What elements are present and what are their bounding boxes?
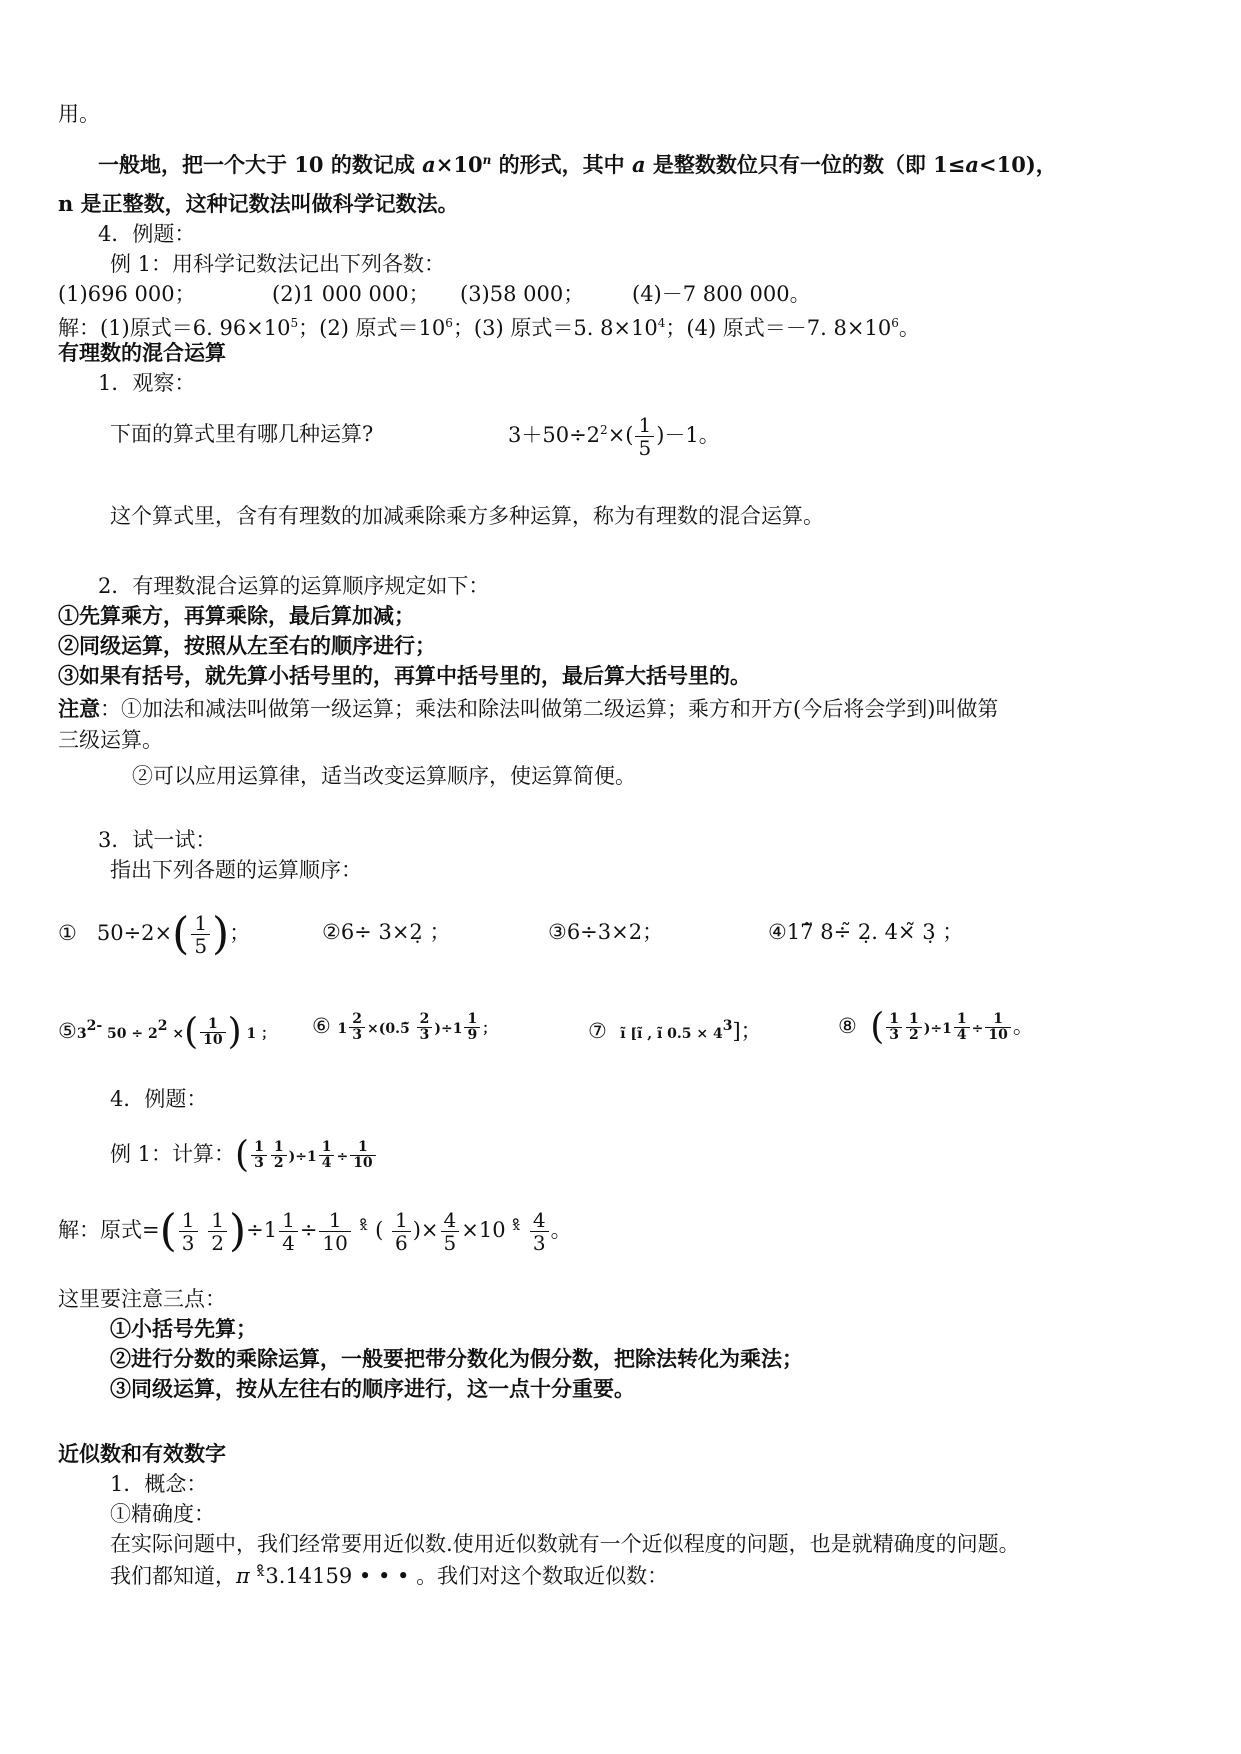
problem-5: $⑤3^{2-}$ $50 \div 2^2$ ×( $\frac{1}{10}$ ) 1 ；: [58, 1011, 276, 1053]
example-calc: 例 1：计算：( $\frac{1}{3}$ $\frac{1}{2}$ )÷1 $\frac{1}{4}$ ÷ $\frac{1}{10}$: [110, 1130, 378, 1181]
note-line-1: 注意：①加法和减法叫做第一级运算；乘法和除法叫做第二级运算；乘方和开方(今后将会学到)叫做第: [58, 696, 999, 721]
example-item-1: (1)696 000；: [58, 282, 196, 306]
problem-8: ⑧ ( $\frac{1}{3}$ $\frac{1}{2}$ )÷1 $\frac{1}{4}$ ÷ $\frac{1}{10}$ 。: [838, 1006, 1034, 1048]
section-heading-mixed: 有理数的混合运算: [58, 340, 226, 365]
example-title-2: 4．例题：: [110, 1087, 208, 1111]
problem-7: ⑦ ĩ [ĩ , ĩ $0.5 \times 4^3$]；: [588, 1018, 762, 1043]
attention-point-3: ③同级运算，按从左往右的顺序进行，这一点十分重要。: [110, 1376, 635, 1401]
observe-expression: $3+50\div 2^2\times$( $\frac{1}{5}$ )－1。: [508, 413, 720, 460]
problem-3: ③6÷3×2；: [548, 920, 664, 944]
example-title: 4．例题：: [98, 222, 196, 246]
order-title: 2．有理数混合运算的运算顺序规定如下：: [98, 574, 490, 598]
attention-point-1: ①小括号先算；: [110, 1316, 257, 1341]
problem-2: ②6÷ 3×2̣ ；: [322, 920, 451, 944]
try-title: 3．试一试：: [98, 828, 217, 852]
observe-question: 下面的算式里有哪几种运算?: [110, 422, 374, 446]
rule-1: ①先算乘方，再算乘除，最后算加减；: [58, 603, 415, 628]
attention-point-2: ②进行分数的乘除运算，一般要把带分数化为假分数，把除法转化为乘法；: [110, 1346, 803, 1371]
problem-1: ① 50÷2×( $\frac{1}{5}$ )；: [58, 908, 251, 960]
example-item-2: (2)1 000 000；: [272, 282, 430, 306]
sci-notation-definition-cont: n 是正整数，这种记数法叫做科学记数法。: [58, 191, 459, 216]
mixed-description: 这个算式里，含有有理数的加减乘除乘方多种运算，称为有理数的混合运算。: [110, 504, 824, 528]
note-line-2: 三级运算。: [58, 728, 163, 752]
example-item-4: (4)－7 800 000。: [632, 282, 811, 306]
rule-3: ③如果有括号，就先算小括号里的，再算中括号里的，最后算大括号里的。: [58, 663, 751, 688]
example-solution-mixed: 解：原式=( $\frac{1}{3}$ $\frac{1}{2}$ )÷1 $\frac{1}{4}$ ÷ $\frac{1}{10}$ ˣ̊ ( $\frac{1}{6}$ )× $\frac{4}{5}$ ×10 ˣ̊ $\frac{4}{3}$ 。: [58, 1205, 572, 1257]
approx-paragraph-2: 我们都知道，π ˣ̊3.14159 • • • 。我们对这个数取近似数：: [110, 1564, 669, 1588]
problem-4: ④17̃ 8÷̃ 2̣. 4×̃ 3̣ ；: [768, 920, 964, 944]
precision-title: ①精确度：: [110, 1502, 215, 1526]
example-solution: 解：(1)原式＝6. $96\times 10^5$；(2) 原式$=10^6$；(3) 原式＝5. $8\times 10^4$；(4) 原式＝－7. $8\times 10^6$。: [58, 316, 920, 340]
section-heading-approx: 近似数和有效数字: [58, 1441, 226, 1466]
attention-title: 这里要注意三点：: [58, 1287, 226, 1311]
observe-title: 1．观察：: [98, 371, 196, 395]
continued-text: 用。: [58, 102, 100, 126]
rule-2: ②同级运算，按照从左至右的顺序进行；: [58, 633, 436, 658]
example-item-3: (3)58 000；: [460, 282, 585, 306]
approx-paragraph-1: 在实际问题中，我们经常要用近似数.使用近似数就有一个近似程度的问题，也是就精确度的问题。: [110, 1532, 1020, 1556]
concept-title: 1．概念：: [110, 1472, 208, 1496]
note-2: ②可以应用运算律，适当改变运算顺序，使运算简便。: [132, 764, 636, 788]
example-1: 例 1：用科学记数法记出下列各数：: [110, 252, 446, 276]
sci-notation-definition: 一般地，把一个大于 10 的数记成 $a\times 10^n$ 的形式，其中 a 是整数数位只有一位的数（即 1≤a<10)，: [98, 152, 1057, 177]
problem-6: ⑥ 1 $\frac{2}{3}$ ×(0.5̃ $\frac{2}{3}$ )÷1 $\frac{1}{9}$ ；: [312, 1010, 497, 1043]
try-description: 指出下列各题的运算顺序：: [110, 858, 362, 882]
